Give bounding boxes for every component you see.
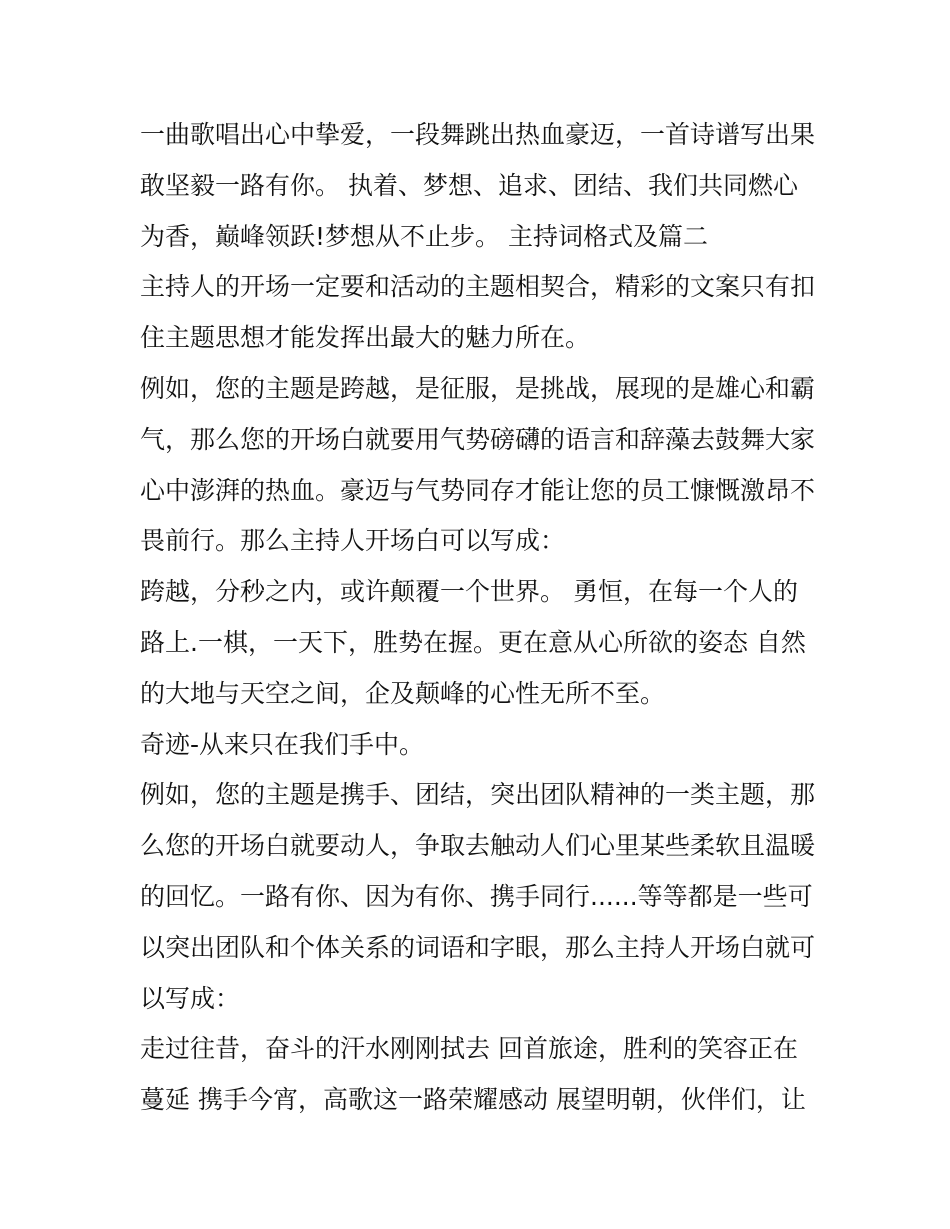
text-line: 敢坚毅一路有你。 执着、梦想、追求、团结、我们共同燃心 <box>140 170 798 200</box>
text-line: 以写成： <box>140 983 241 1013</box>
text-line: 奇迹-从来只在我们手中。 <box>140 729 425 759</box>
text-line: 一曲歌唱出心中挚爱，一段舞跳出热血豪迈，一首诗谱写出果 <box>140 120 816 149</box>
text-line: 以突出团队和个体关系的词语和字眼，那么主持人开场白就可 <box>140 932 816 962</box>
text-line: 心中澎湃的热血。豪迈与气势同存才能让您的员工慷慨激昂不 <box>140 475 816 505</box>
text-line: 住主题思想才能发挥出最大的魅力所在。 <box>140 323 591 353</box>
text-line: 路上.一棋，一天下，胜势在握。更在意从心所欲的姿态 自然 <box>140 627 806 657</box>
text-line: 例如，您的主题是跨越，是征服，是挑战，展现的是雄心和霸 <box>140 373 816 403</box>
text-line: 么您的开场白就要动人，争取去触动人们心里某些柔软且温暖 <box>140 831 816 861</box>
text-line: 气，那么您的开场白就要用气势磅礴的语言和辞藻去鼓舞大家 <box>140 424 816 454</box>
text-line: 蔓延 携手今宵，高歌这一路荣耀感动 展望明朝，伙伴们，让 <box>140 1085 806 1115</box>
text-line: 主持人的开场一定要和活动的主题相契合，精彩的文案只有扣 <box>140 272 816 302</box>
text-line: 例如，您的主题是携手、团结，突出团队精神的一类主题，那 <box>140 780 816 810</box>
text-line: 的回忆。一路有你、因为有你、携手同行......等等都是一些可 <box>140 881 813 911</box>
text-line: 为香，巅峰领跃!梦想从不止步。 主持词格式及篇二 <box>140 221 708 251</box>
text-line: 的大地与天空之间，企及颠峰的心性无所不至。 <box>140 678 666 708</box>
text-line: 畏前行。那么主持人开场白可以写成： <box>140 526 566 556</box>
text-line: 跨越，分秒之内，或许颠覆一个世界。 勇恒，在每一个人的 <box>140 577 798 607</box>
document-body <box>140 110 830 1126</box>
text-line: 走过往昔，奋斗的汗水刚刚拭去 回首旅途，胜利的笑容正在 <box>140 1034 798 1064</box>
